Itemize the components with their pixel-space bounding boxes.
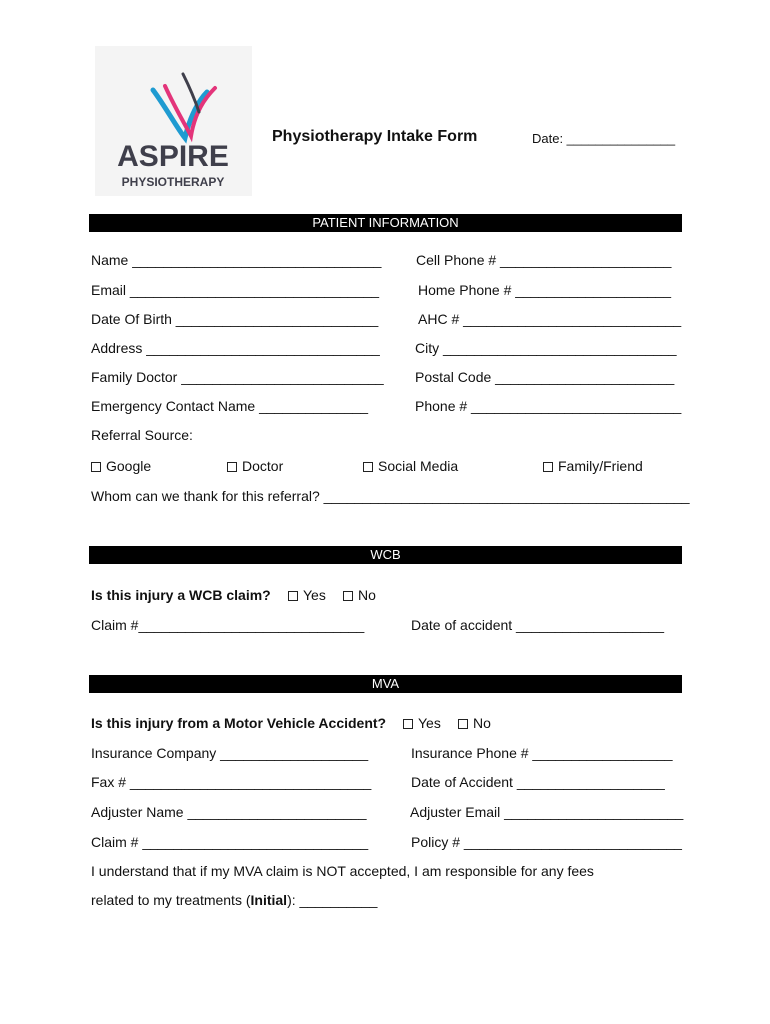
policy-field[interactable]: Policy # ____________________________	[411, 834, 682, 850]
wcb-no-option[interactable]: No	[343, 587, 376, 603]
checkbox-icon[interactable]	[543, 462, 553, 472]
city-field[interactable]: City ______________________________	[415, 340, 677, 356]
date-field[interactable]: Date: _______________	[532, 131, 676, 146]
referral-google-option[interactable]: Google	[91, 458, 151, 474]
mva-initial-field[interactable]: related to my treatments (Initial): __________	[91, 892, 378, 908]
checkbox-icon[interactable]	[91, 462, 101, 472]
name-field[interactable]: Name ________________________________	[91, 252, 382, 268]
adjuster-email-field[interactable]: Adjuster Email _______________________	[410, 804, 684, 820]
checkbox-icon[interactable]	[343, 591, 353, 601]
cell-phone-field[interactable]: Cell Phone # ______________________	[416, 252, 672, 268]
checkbox-icon[interactable]	[403, 719, 413, 729]
postal-code-field[interactable]: Postal Code _______________________	[415, 369, 675, 385]
referral-source-label: Referral Source:	[91, 427, 193, 443]
insurance-company-field[interactable]: Insurance Company ___________________	[91, 745, 369, 761]
referral-social-media-option[interactable]: Social Media	[363, 458, 458, 474]
address-field[interactable]: Address ______________________________	[91, 340, 380, 356]
adjuster-name-field[interactable]: Adjuster Name _______________________	[91, 804, 367, 820]
svg-text:ASPIRE: ASPIRE	[117, 140, 229, 173]
home-phone-field[interactable]: Home Phone # ____________________	[418, 282, 672, 298]
form-title: Physiotherapy Intake Form	[272, 128, 478, 145]
mva-heading: MVA	[89, 675, 682, 693]
mva-date-of-accident-field[interactable]: Date of Accident ___________________	[411, 774, 665, 790]
svg-text:PHYSIOTHERAPY: PHYSIOTHERAPY	[121, 175, 225, 189]
emergency-contact-field[interactable]: Emergency Contact Name ______________	[91, 398, 369, 414]
fax-field[interactable]: Fax # _______________________________	[91, 774, 372, 790]
email-field[interactable]: Email ________________________________	[91, 282, 380, 298]
insurance-phone-field[interactable]: Insurance Phone # __________________	[411, 745, 673, 761]
wcb-date-of-accident-field[interactable]: Date of accident ___________________	[411, 617, 664, 633]
mva-question: Is this injury from a Motor Vehicle Accident?	[91, 715, 387, 731]
wcb-yes-option[interactable]: Yes	[288, 587, 326, 603]
patient-information-heading: PATIENT INFORMATION	[89, 214, 682, 232]
aspire-logo	[95, 46, 252, 196]
checkbox-icon[interactable]	[227, 462, 237, 472]
checkbox-icon[interactable]	[288, 591, 298, 601]
referral-doctor-option[interactable]: Doctor	[227, 458, 283, 474]
wcb-question: Is this injury a WCB claim?	[91, 587, 271, 603]
checkbox-icon[interactable]	[363, 462, 373, 472]
mva-yes-option[interactable]: Yes	[403, 715, 441, 731]
checkbox-icon[interactable]	[458, 719, 468, 729]
phone-field[interactable]: Phone # ___________________________	[415, 398, 682, 414]
wcb-claim-field[interactable]: Claim #_____________________________	[91, 617, 365, 633]
referral-family-friend-option[interactable]: Family/Friend	[543, 458, 643, 474]
wcb-heading: WCB	[89, 546, 682, 564]
referral-thanks-field[interactable]: Whom can we thank for this referral? _______________________________________________	[91, 488, 690, 504]
mva-statement-line1: I understand that if my MVA claim is NOT accepted, I am responsible for any fees	[91, 863, 594, 879]
date-of-birth-field[interactable]: Date Of Birth __________________________	[91, 311, 379, 327]
mva-no-option[interactable]: No	[458, 715, 491, 731]
family-doctor-field[interactable]: Family Doctor __________________________	[91, 369, 384, 385]
ahc-field[interactable]: AHC # ____________________________	[418, 311, 682, 327]
mva-claim-field[interactable]: Claim # _____________________________	[91, 834, 369, 850]
